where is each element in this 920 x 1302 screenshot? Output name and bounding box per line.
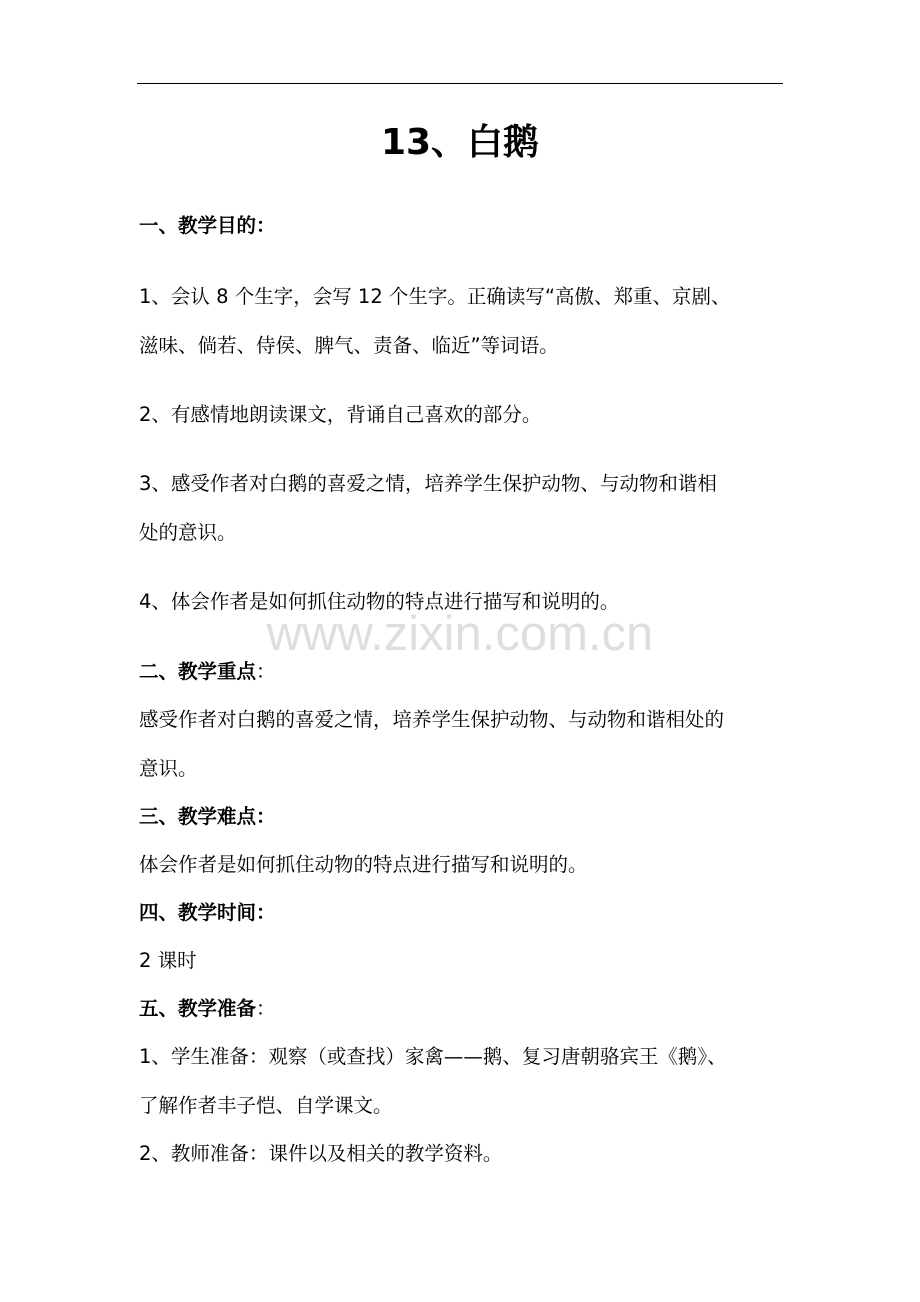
objective-line: 1、会认 8 个生字，会写 12 个生字。正确读写“高傲、郑重、京剧、 [139,285,731,308]
section-heading-text: 三、教学难点 [139,805,257,828]
section-heading-objectives [139,212,276,240]
preparation-line: 1、学生准备：观察（或查找）家禽——鹅、复习唐朝骆宾王《鹅》、 [139,1045,727,1068]
key-point-line: 意识。 [139,757,198,780]
watermark-text: www.zixin.com.cn [266,607,654,661]
time-line: 2 课时 [139,949,197,972]
objective-line: 2、有感情地朗读课文，背诵自己喜欢的部分。 [139,403,542,426]
objective-line: 处的意识。 [139,521,237,544]
preparation-line: 2、教师准备：课件以及相关的教学资料。 [139,1142,503,1165]
objective-line: 3、感受作者对白鹅的喜爱之情，培养学生保护动物、与动物和谐相 [139,472,717,495]
section-heading-colon: ： [256,997,276,1020]
header-rule [137,83,783,84]
section-heading-colon: ： [256,901,276,924]
objective-line: 滋味、倘若、侍侯、脾气、责备、临近”等词语。 [139,334,559,357]
difficulty-line: 体会作者是如何抓住动物的特点进行描写和说明的。 [139,853,588,876]
page-title: 13、白鹅 [380,122,540,163]
section-heading-key-points [139,658,276,686]
section-heading-text: 二、教学重点 [139,660,257,683]
section-heading-text: 四、教学时间 [139,901,257,924]
section-heading-difficulties [139,803,276,831]
section-heading-time [139,899,276,927]
section-heading-text: 一、教学目的 [139,214,257,237]
section-heading-text: 五、教学准备 [139,997,257,1020]
objective-line: 4、体会作者是如何抓住动物的特点进行描写和说明的。 [139,590,620,613]
section-heading-colon: ： [256,660,276,683]
key-point-line: 感受作者对白鹅的喜爱之情，培养学生保护动物、与动物和谐相处的 [139,708,725,731]
section-heading-colon: ： [256,805,276,828]
preparation-line: 了解作者丰子恺、自学课文。 [139,1094,393,1117]
section-heading-colon: ： [256,214,276,237]
section-heading-preparation [139,995,276,1023]
